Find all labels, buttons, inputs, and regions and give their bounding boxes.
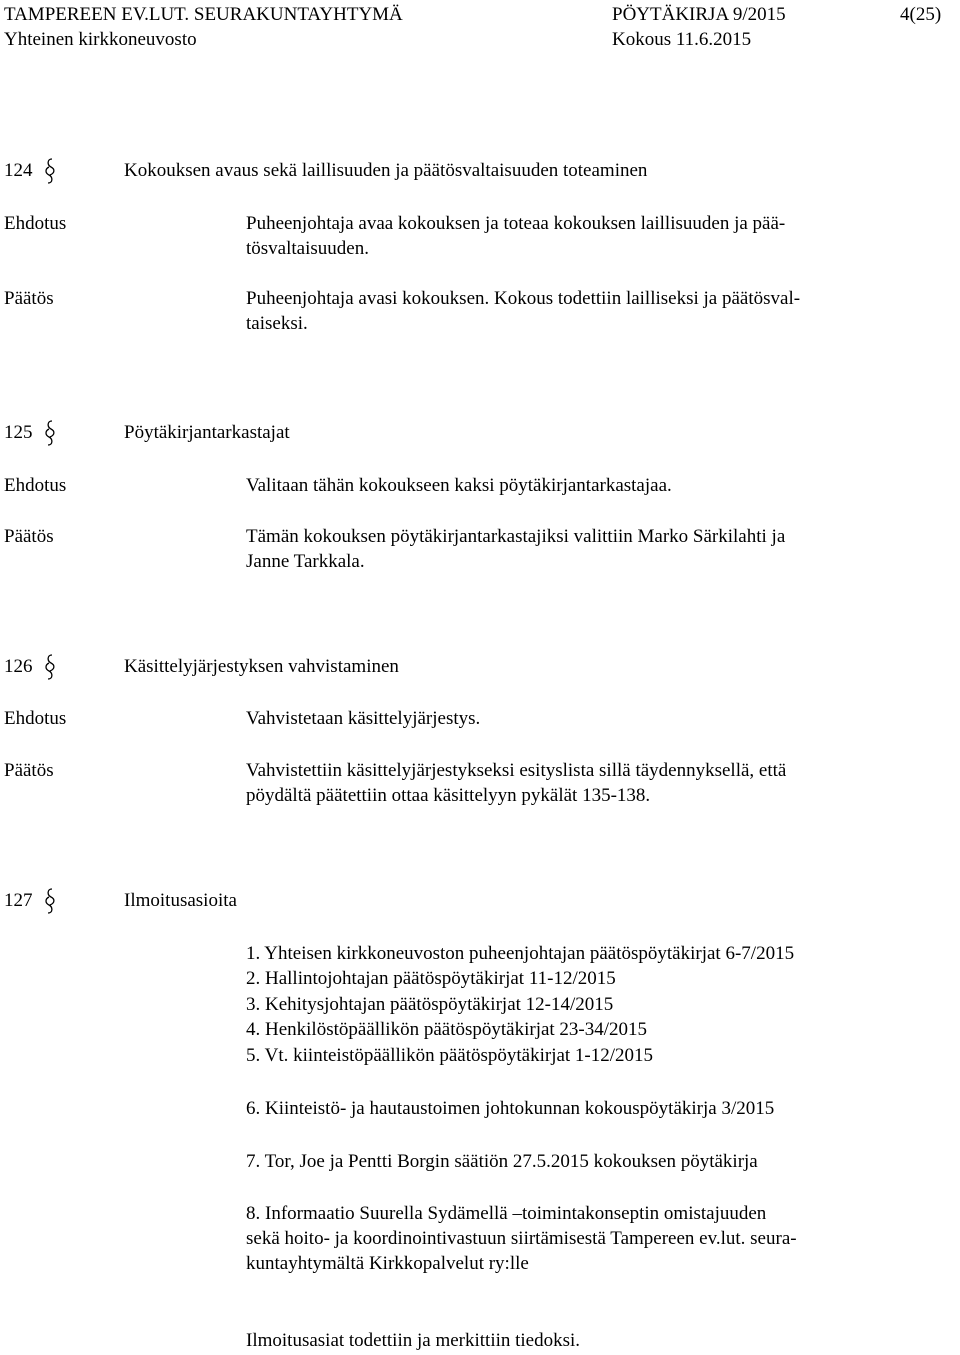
section-number: 124 <box>4 160 33 181</box>
list-item: 4. Henkilöstöpäällikön päätöspöytäkirjat 23-34/2015 <box>246 1019 648 1040</box>
decision-label: Päätös <box>4 760 54 781</box>
section-number: 125 <box>4 422 33 443</box>
list-item: 8. Informaatio Suurella Sydämellä –toimintakonseptin omistajuuden <box>246 1203 767 1224</box>
decision-text: Vahvistettiin käsittelyjärjestykseksi esityslista sillä täydennyksellä, että <box>246 760 787 781</box>
section-sign-icon <box>44 156 56 186</box>
header-meeting: Kokous 11.6.2015 <box>612 29 752 50</box>
header-doc: PÖYTÄKIRJA 9/2015 <box>612 4 786 25</box>
proposal-label: Ehdotus <box>4 708 67 729</box>
conclusion-text: Ilmoitusasiat todettiin ja merkittiin tiedoksi. <box>246 1330 581 1351</box>
section-title: Ilmoitusasioita <box>124 890 237 911</box>
header-page: 4(25) <box>900 4 942 25</box>
section-title: Pöytäkirjantarkastajat <box>124 422 290 443</box>
decision-text: Puheenjohtaja avasi kokouksen. Kokous todettiin lailliseksi ja päätösval- <box>246 288 801 309</box>
proposal-text: tösvaltaisuuden. <box>246 238 369 259</box>
section-title: Kokouksen avaus sekä laillisuuden ja päätösvaltaisuuden toteaminen <box>124 160 648 181</box>
section-number: 127 <box>4 890 33 911</box>
list-item: 6. Kiinteistö- ja hautaustoimen johtokunnan kokouspöytäkirja 3/2015 <box>246 1098 775 1119</box>
section-title: Käsittelyjärjestyksen vahvistaminen <box>124 656 399 677</box>
proposal-label: Ehdotus <box>4 475 67 496</box>
proposal-label: Ehdotus <box>4 213 67 234</box>
list-item: 2. Hallintojohtajan päätöspöytäkirjat 11-12/2015 <box>246 968 616 989</box>
proposal-text: Puheenjohtaja avaa kokouksen ja toteaa kokouksen laillisuuden ja pää- <box>246 213 786 234</box>
list-item: 5. Vt. kiinteistöpäällikön päätöspöytäkirjat 1-12/2015 <box>246 1045 654 1066</box>
decision-label: Päätös <box>4 288 54 309</box>
list-item: 1. Yhteisen kirkkoneuvoston puheenjohtajan päätöspöytäkirjat 6-7/2015 <box>246 943 795 964</box>
list-item: sekä hoito- ja koordinointivastuun siirtämisestä Tampereen ev.lut. seura- <box>246 1228 797 1249</box>
section-number: 126 <box>4 656 33 677</box>
list-item: 3. Kehitysjohtajan päätöspöytäkirjat 12-14/2015 <box>246 994 614 1015</box>
decision-text: Janne Tarkkala. <box>246 551 365 572</box>
decision-text: pöydältä päätettiin ottaa käsittelyyn pykälät 135-138. <box>246 785 651 806</box>
list-item: kuntayhtymältä Kirkkopalvelut ry:lle <box>246 1253 529 1274</box>
proposal-text: Vahvistetaan käsittelyjärjestys. <box>246 708 481 729</box>
decision-text: Tämän kokouksen pöytäkirjantarkastajiksi valittiin Marko Särkilahti ja <box>246 526 786 547</box>
section-sign-icon <box>44 886 56 916</box>
section-sign-icon <box>44 652 56 682</box>
list-item: 7. Tor, Joe ja Pentti Borgin säätiön 27.5.2015 kokouksen pöytäkirja <box>246 1151 758 1172</box>
decision-label: Päätös <box>4 526 54 547</box>
header-org: TAMPEREEN EV.LUT. SEURAKUNTAYHTYMÄ <box>4 4 403 25</box>
proposal-text: Valitaan tähän kokoukseen kaksi pöytäkirjantarkastajaa. <box>246 475 672 496</box>
decision-text: taiseksi. <box>246 313 308 334</box>
section-sign-icon <box>44 418 56 448</box>
header-body-name: Yhteinen kirkkoneuvosto <box>4 29 197 50</box>
